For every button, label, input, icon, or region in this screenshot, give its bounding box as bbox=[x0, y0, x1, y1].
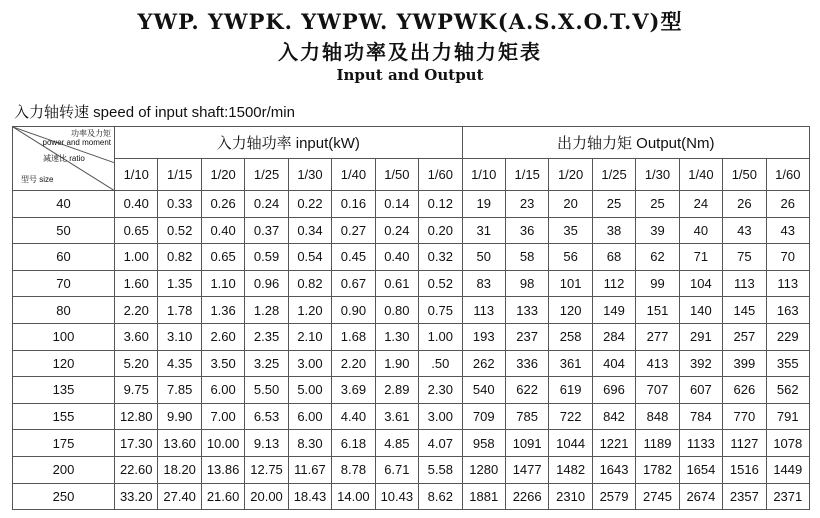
table-row bbox=[13, 270, 810, 297]
input-power-cell: 0.82 bbox=[288, 270, 331, 297]
input-power-cell: 1.28 bbox=[245, 297, 288, 324]
input-power-cell: 0.27 bbox=[332, 217, 375, 244]
output-torque-cell: 848 bbox=[636, 403, 679, 430]
input-power-cell: 20.00 bbox=[245, 483, 288, 510]
size-cell: 60 bbox=[13, 244, 115, 271]
input-power-cell: 0.40 bbox=[115, 191, 158, 218]
input-power-cell: 0.65 bbox=[115, 217, 158, 244]
output-torque-cell: 151 bbox=[636, 297, 679, 324]
table-row bbox=[13, 297, 810, 324]
output-torque-cell: 284 bbox=[592, 323, 635, 350]
input-power-cell: 8.62 bbox=[419, 483, 462, 510]
output-torque-cell: 99 bbox=[636, 270, 679, 297]
input-power-cell: 33.20 bbox=[115, 483, 158, 510]
input-power-cell: 0.34 bbox=[288, 217, 331, 244]
input-power-cell: 3.50 bbox=[201, 350, 244, 377]
output-torque-cell: 43 bbox=[723, 217, 766, 244]
input-power-cell: 5.00 bbox=[288, 377, 331, 404]
output-torque-cell: 607 bbox=[679, 377, 722, 404]
input-power-cell: 1.60 bbox=[115, 270, 158, 297]
input-power-cell: 11.67 bbox=[288, 456, 331, 483]
input-power-cell: 0.37 bbox=[245, 217, 288, 244]
input-power-cell: 0.45 bbox=[332, 244, 375, 271]
input-power-cell: 3.25 bbox=[245, 350, 288, 377]
output-torque-cell: 355 bbox=[766, 350, 809, 377]
size-cell: 80 bbox=[13, 297, 115, 324]
output-torque-cell: 23 bbox=[505, 191, 548, 218]
input-power-cell: 6.00 bbox=[201, 377, 244, 404]
output-torque-cell: 101 bbox=[549, 270, 592, 297]
input-power-cell: 0.80 bbox=[375, 297, 418, 324]
output-torque-cell: 277 bbox=[636, 323, 679, 350]
output-torque-cell: 791 bbox=[766, 403, 809, 430]
output-torque-cell: 58 bbox=[505, 244, 548, 271]
output-torque-cell: 98 bbox=[505, 270, 548, 297]
input-power-cell: 0.26 bbox=[201, 191, 244, 218]
output-torque-cell: 20 bbox=[549, 191, 592, 218]
input-power-cell: 18.20 bbox=[158, 456, 201, 483]
input-power-cell: 14.00 bbox=[332, 483, 375, 510]
ratio-header-row bbox=[13, 159, 810, 191]
output-torque-cell: 40 bbox=[679, 217, 722, 244]
output-torque-cell: 1280 bbox=[462, 456, 505, 483]
input-power-cell: 1.00 bbox=[115, 244, 158, 271]
output-torque-cell: 257 bbox=[723, 323, 766, 350]
input-power-cell: 7.85 bbox=[158, 377, 201, 404]
output-torque-cell: 104 bbox=[679, 270, 722, 297]
input-power-cell: 0.90 bbox=[332, 297, 375, 324]
input-power-cell: 12.80 bbox=[115, 403, 158, 430]
table-row bbox=[13, 323, 810, 350]
output-torque-cell: 622 bbox=[505, 377, 548, 404]
input-power-cell: 10.00 bbox=[201, 430, 244, 457]
input-power-cell: 3.61 bbox=[375, 403, 418, 430]
output-torque-cell: 36 bbox=[505, 217, 548, 244]
output-torque-cell: 784 bbox=[679, 403, 722, 430]
output-torque-cell: 1482 bbox=[549, 456, 592, 483]
input-power-cell: 13.60 bbox=[158, 430, 201, 457]
input-power-cell: 2.20 bbox=[115, 297, 158, 324]
output-torque-cell: 258 bbox=[549, 323, 592, 350]
output-torque-cell: 193 bbox=[462, 323, 505, 350]
input-power-cell: 2.30 bbox=[419, 377, 462, 404]
input-power-cell: 0.16 bbox=[332, 191, 375, 218]
output-ratio-header: 1/10 bbox=[462, 159, 505, 191]
input-power-cell: 0.61 bbox=[375, 270, 418, 297]
output-torque-cell: 145 bbox=[723, 297, 766, 324]
input-power-cell: 2.10 bbox=[288, 323, 331, 350]
input-power-cell: 5.20 bbox=[115, 350, 158, 377]
output-torque-cell: 626 bbox=[723, 377, 766, 404]
table-row bbox=[13, 191, 810, 218]
output-torque-cell: 2266 bbox=[505, 483, 548, 510]
output-torque-cell: 696 bbox=[592, 377, 635, 404]
output-torque-cell: 39 bbox=[636, 217, 679, 244]
size-cell: 175 bbox=[13, 430, 115, 457]
output-torque-cell: 56 bbox=[549, 244, 592, 271]
input-power-cell: 1.00 bbox=[419, 323, 462, 350]
input-power-cell: 4.07 bbox=[419, 430, 462, 457]
output-torque-cell: 770 bbox=[723, 403, 766, 430]
output-torque-cell: 140 bbox=[679, 297, 722, 324]
input-power-cell: 4.40 bbox=[332, 403, 375, 430]
input-power-cell: 0.65 bbox=[201, 244, 244, 271]
input-power-cell: 1.68 bbox=[332, 323, 375, 350]
input-power-cell: 0.54 bbox=[288, 244, 331, 271]
table-row bbox=[13, 377, 810, 404]
output-torque-cell: 113 bbox=[462, 297, 505, 324]
input-power-cell: 1.36 bbox=[201, 297, 244, 324]
output-torque-cell: 392 bbox=[679, 350, 722, 377]
corner-ratio-label: 减速比 ratio bbox=[43, 154, 85, 163]
output-torque-cell: 707 bbox=[636, 377, 679, 404]
output-torque-cell: 31 bbox=[462, 217, 505, 244]
input-power-cell: 1.90 bbox=[375, 350, 418, 377]
size-cell: 40 bbox=[13, 191, 115, 218]
output-torque-cell: 399 bbox=[723, 350, 766, 377]
output-ratio-header: 1/15 bbox=[505, 159, 548, 191]
title-models: YWP. YWPK. YWPW. YWPWK(A.S.X.O.T.V)型 bbox=[137, 9, 683, 34]
output-torque-cell: 68 bbox=[592, 244, 635, 271]
input-power-cell: 8.30 bbox=[288, 430, 331, 457]
input-ratio-header: 1/40 bbox=[332, 159, 375, 191]
output-torque-cell: 35 bbox=[549, 217, 592, 244]
size-cell: 200 bbox=[13, 456, 115, 483]
input-power-cell: 5.50 bbox=[245, 377, 288, 404]
input-ratio-header: 1/60 bbox=[419, 159, 462, 191]
output-torque-cell: 26 bbox=[723, 191, 766, 218]
input-power-cell: 4.35 bbox=[158, 350, 201, 377]
input-power-cell: 3.69 bbox=[332, 377, 375, 404]
input-power-cell: 22.60 bbox=[115, 456, 158, 483]
output-torque-cell: 113 bbox=[766, 270, 809, 297]
output-torque-cell: 1133 bbox=[679, 430, 722, 457]
size-cell: 120 bbox=[13, 350, 115, 377]
output-ratio-header: 1/30 bbox=[636, 159, 679, 191]
output-torque-cell: 562 bbox=[766, 377, 809, 404]
output-torque-cell: 1078 bbox=[766, 430, 809, 457]
output-torque-cell: 1189 bbox=[636, 430, 679, 457]
output-torque-cell: 2745 bbox=[636, 483, 679, 510]
output-torque-cell: 229 bbox=[766, 323, 809, 350]
input-power-cell: 1.35 bbox=[158, 270, 201, 297]
corner-power-moment-cn: 功率及力矩 bbox=[71, 129, 111, 138]
input-power-cell: 13.86 bbox=[201, 456, 244, 483]
input-power-cell: 0.75 bbox=[419, 297, 462, 324]
input-power-cell: 6.00 bbox=[288, 403, 331, 430]
output-torque-cell: 1654 bbox=[679, 456, 722, 483]
input-power-cell: 2.20 bbox=[332, 350, 375, 377]
output-torque-cell: 26 bbox=[766, 191, 809, 218]
input-power-cell: 10.43 bbox=[375, 483, 418, 510]
title-english: Input and Output bbox=[336, 66, 484, 84]
output-ratio-header: 1/40 bbox=[679, 159, 722, 191]
size-cell: 135 bbox=[13, 377, 115, 404]
input-ratio-header: 1/30 bbox=[288, 159, 331, 191]
input-output-table bbox=[12, 126, 810, 510]
size-cell: 155 bbox=[13, 403, 115, 430]
output-ratio-header: 1/25 bbox=[592, 159, 635, 191]
input-power-cell: 0.33 bbox=[158, 191, 201, 218]
output-torque-header: 出力轴力矩 Output(Nm) bbox=[462, 127, 810, 159]
input-power-cell: 0.82 bbox=[158, 244, 201, 271]
input-power-cell: 3.00 bbox=[419, 403, 462, 430]
output-torque-cell: 1091 bbox=[505, 430, 548, 457]
input-power-cell: 5.58 bbox=[419, 456, 462, 483]
output-torque-cell: 413 bbox=[636, 350, 679, 377]
corner-size-label: 型号 size bbox=[21, 175, 54, 184]
output-torque-cell: 1516 bbox=[723, 456, 766, 483]
input-power-cell: 0.20 bbox=[419, 217, 462, 244]
input-power-cell: 1.20 bbox=[288, 297, 331, 324]
input-ratio-header: 1/25 bbox=[245, 159, 288, 191]
input-power-cell: 6.71 bbox=[375, 456, 418, 483]
output-torque-cell: 24 bbox=[679, 191, 722, 218]
output-torque-cell: 38 bbox=[592, 217, 635, 244]
input-power-cell: 0.40 bbox=[201, 217, 244, 244]
size-cell: 50 bbox=[13, 217, 115, 244]
output-torque-cell: 842 bbox=[592, 403, 635, 430]
table-row bbox=[13, 217, 810, 244]
input-ratio-header: 1/50 bbox=[375, 159, 418, 191]
output-torque-cell: 133 bbox=[505, 297, 548, 324]
output-torque-cell: 1782 bbox=[636, 456, 679, 483]
output-torque-cell: 112 bbox=[592, 270, 635, 297]
table-row bbox=[13, 483, 810, 510]
input-power-cell: 9.90 bbox=[158, 403, 201, 430]
output-torque-cell: 1044 bbox=[549, 430, 592, 457]
table-row bbox=[13, 244, 810, 271]
output-torque-cell: 709 bbox=[462, 403, 505, 430]
size-cell: 100 bbox=[13, 323, 115, 350]
output-torque-cell: 19 bbox=[462, 191, 505, 218]
output-torque-cell: 43 bbox=[766, 217, 809, 244]
table-row bbox=[13, 403, 810, 430]
input-power-cell: 2.35 bbox=[245, 323, 288, 350]
input-power-cell: 9.13 bbox=[245, 430, 288, 457]
output-torque-cell: 62 bbox=[636, 244, 679, 271]
output-torque-cell: 291 bbox=[679, 323, 722, 350]
input-ratio-header: 1/15 bbox=[158, 159, 201, 191]
output-torque-cell: 71 bbox=[679, 244, 722, 271]
input-power-cell: 6.18 bbox=[332, 430, 375, 457]
output-torque-cell: 540 bbox=[462, 377, 505, 404]
output-ratio-header: 1/60 bbox=[766, 159, 809, 191]
output-torque-cell: 83 bbox=[462, 270, 505, 297]
output-torque-cell: 25 bbox=[636, 191, 679, 218]
input-power-cell: 21.60 bbox=[201, 483, 244, 510]
size-cell: 250 bbox=[13, 483, 115, 510]
input-power-cell: 0.22 bbox=[288, 191, 331, 218]
input-power-cell: .50 bbox=[419, 350, 462, 377]
output-ratio-header: 1/50 bbox=[723, 159, 766, 191]
input-power-cell: 0.12 bbox=[419, 191, 462, 218]
output-torque-cell: 2310 bbox=[549, 483, 592, 510]
output-torque-cell: 2579 bbox=[592, 483, 635, 510]
output-torque-cell: 2371 bbox=[766, 483, 809, 510]
output-torque-cell: 2674 bbox=[679, 483, 722, 510]
output-ratio-header: 1/20 bbox=[549, 159, 592, 191]
input-power-cell: 3.10 bbox=[158, 323, 201, 350]
input-power-cell: 17.30 bbox=[115, 430, 158, 457]
input-power-cell: 3.00 bbox=[288, 350, 331, 377]
output-torque-cell: 70 bbox=[766, 244, 809, 271]
input-power-cell: 12.75 bbox=[245, 456, 288, 483]
output-torque-cell: 619 bbox=[549, 377, 592, 404]
input-power-cell: 0.52 bbox=[158, 217, 201, 244]
input-power-cell: 7.00 bbox=[201, 403, 244, 430]
input-power-cell: 2.60 bbox=[201, 323, 244, 350]
input-power-cell: 0.96 bbox=[245, 270, 288, 297]
input-power-cell: 0.67 bbox=[332, 270, 375, 297]
table-row bbox=[13, 350, 810, 377]
output-torque-cell: 113 bbox=[723, 270, 766, 297]
output-torque-cell: 1449 bbox=[766, 456, 809, 483]
output-torque-cell: 1643 bbox=[592, 456, 635, 483]
input-power-cell: 0.24 bbox=[375, 217, 418, 244]
group-header-row bbox=[13, 127, 810, 159]
input-power-cell: 2.89 bbox=[375, 377, 418, 404]
input-power-cell: 0.52 bbox=[419, 270, 462, 297]
input-speed-label: 入力轴转速 speed of input shaft:1500r/min bbox=[14, 104, 295, 121]
output-torque-cell: 25 bbox=[592, 191, 635, 218]
table-row bbox=[13, 430, 810, 457]
table-body bbox=[13, 191, 810, 510]
input-power-cell: 6.53 bbox=[245, 403, 288, 430]
output-torque-cell: 149 bbox=[592, 297, 635, 324]
output-torque-cell: 361 bbox=[549, 350, 592, 377]
output-torque-cell: 1881 bbox=[462, 483, 505, 510]
input-ratio-header: 1/10 bbox=[115, 159, 158, 191]
output-torque-cell: 1127 bbox=[723, 430, 766, 457]
corner-header-cell bbox=[13, 127, 115, 191]
title-chinese: 入力轴功率及出力轴力矩表 bbox=[278, 40, 542, 64]
input-power-cell: 4.85 bbox=[375, 430, 418, 457]
output-torque-cell: 237 bbox=[505, 323, 548, 350]
output-torque-cell: 336 bbox=[505, 350, 548, 377]
output-torque-cell: 262 bbox=[462, 350, 505, 377]
output-torque-cell: 722 bbox=[549, 403, 592, 430]
input-power-cell: 0.40 bbox=[375, 244, 418, 271]
input-power-cell: 18.43 bbox=[288, 483, 331, 510]
output-torque-cell: 958 bbox=[462, 430, 505, 457]
output-torque-cell: 404 bbox=[592, 350, 635, 377]
output-torque-cell: 50 bbox=[462, 244, 505, 271]
input-power-cell: 27.40 bbox=[158, 483, 201, 510]
size-cell: 70 bbox=[13, 270, 115, 297]
input-power-cell: 0.32 bbox=[419, 244, 462, 271]
output-torque-cell: 75 bbox=[723, 244, 766, 271]
output-torque-cell: 2357 bbox=[723, 483, 766, 510]
output-torque-cell: 120 bbox=[549, 297, 592, 324]
table-row bbox=[13, 456, 810, 483]
input-power-cell: 9.75 bbox=[115, 377, 158, 404]
input-power-cell: 1.78 bbox=[158, 297, 201, 324]
input-power-header: 入力轴功率 input(kW) bbox=[115, 127, 463, 159]
input-power-cell: 8.78 bbox=[332, 456, 375, 483]
input-power-cell: 3.60 bbox=[115, 323, 158, 350]
corner-power-moment-label bbox=[43, 129, 111, 147]
input-power-cell: 1.30 bbox=[375, 323, 418, 350]
output-torque-cell: 163 bbox=[766, 297, 809, 324]
input-power-cell: 0.59 bbox=[245, 244, 288, 271]
input-ratio-header: 1/20 bbox=[201, 159, 244, 191]
output-torque-cell: 1477 bbox=[505, 456, 548, 483]
output-torque-cell: 785 bbox=[505, 403, 548, 430]
output-torque-cell: 1221 bbox=[592, 430, 635, 457]
corner-power-moment-en: power and moment bbox=[42, 138, 111, 147]
input-power-cell: 1.10 bbox=[201, 270, 244, 297]
input-power-cell: 0.24 bbox=[245, 191, 288, 218]
input-power-cell: 0.14 bbox=[375, 191, 418, 218]
